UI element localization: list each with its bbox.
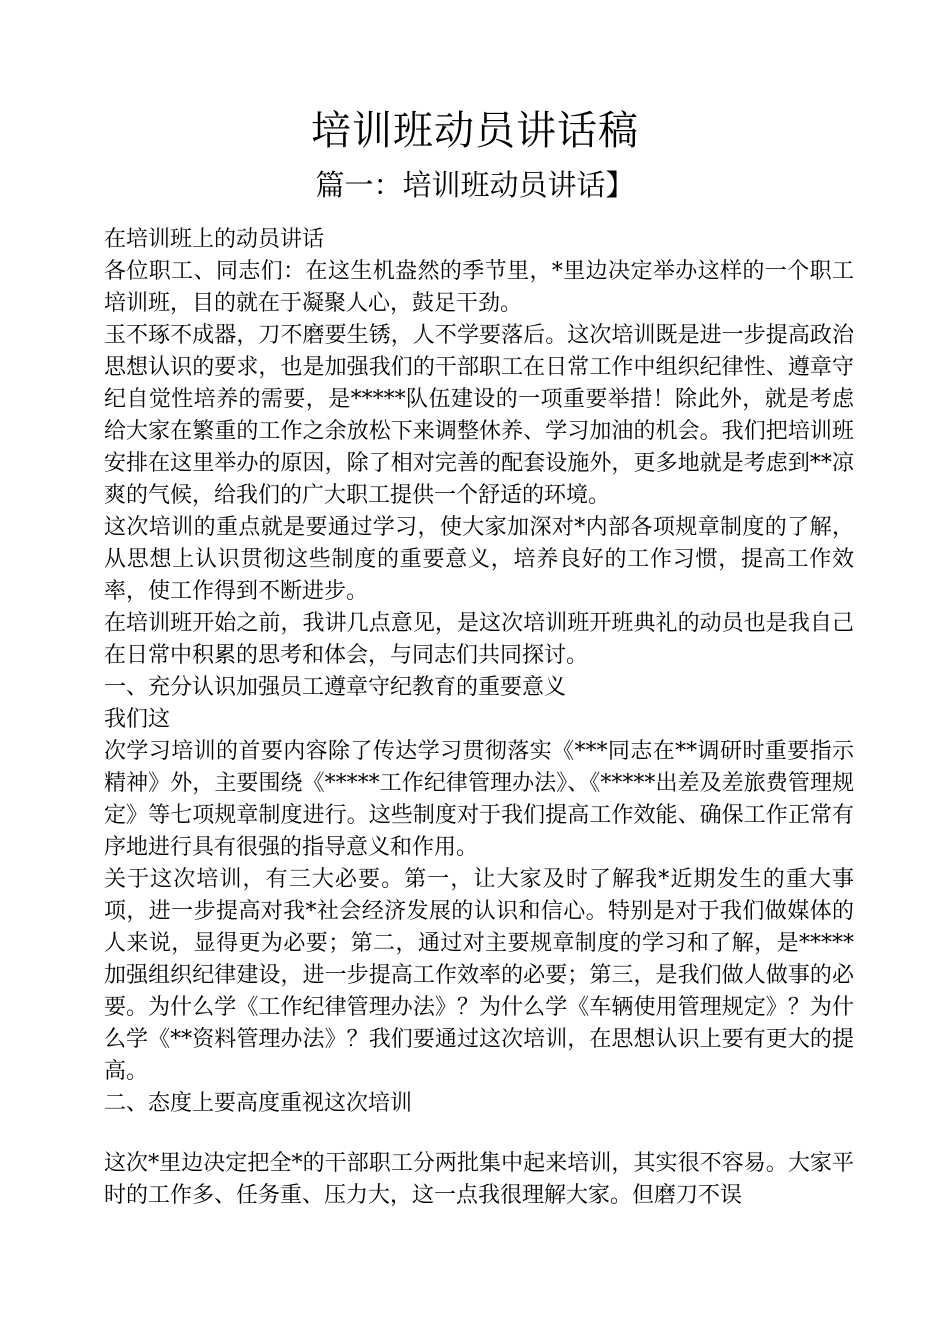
paragraph: 关于这次培训，有三大必要。第一，让大家及时了解我*近期发生的重大事项，进一步提高对我*社会经济发展的认识和信心。特别是对于我们做媒体的人来说，显得更为必要；第二，通过对主要规章制度的学习和了解，是*****加强组织纪律建设，进一步提高工作效率的必要；第三，是我们做人做事的必要。为什么学《工作纪律管理办法》？为什么学《车辆使用管理规定》？为什么学《**资料管理办法》？我们要通过这次培训，在思想认识上要有更大的提高。 xyxy=(104,867,854,1084)
paragraph-heading: 在培训班上的动员讲话 xyxy=(104,227,325,252)
section-heading-1: 一、充分认识加强员工遵章守纪教育的重要意义 xyxy=(104,675,567,700)
document-title: 培训班动员讲话稿 xyxy=(311,108,639,154)
document-subtitle: 篇一：培训班动员讲话】 xyxy=(315,168,635,202)
paragraph: 玉不琢不成器，刀不磨要生锈，人不学要落后。这次培训既是进一步提高政治思想认识的要求，也是加强我们的干部职工在日常工作中组织纪律性、遵章守纪自觉性培养的需要，是*****队伍建设的一项重要举措！除此外，就是考虑给大家在繁重的工作之余放松下来调整休养、学习加油的机会。我们把培训班安排在这里举办的原因，除了相对完善的配套设施外，更多地就是考虑到**凉爽的气候，给我们的广大职工提供一个舒适的环境。 xyxy=(104,323,854,508)
paragraph: 在培训班开始之前，我讲几点意见，是这次培训班开班典礼的动员也是我自己在日常中积累的思考和体会，与同志们共同探讨。 xyxy=(104,611,854,668)
section-heading-2: 二、态度上要高度重视这次培训 xyxy=(104,1091,413,1116)
paragraph: 各位职工、同志们：在这生机盎然的季节里，*里边决定举办这样的一个职工培训班，目的就在于凝聚人心，鼓足干劲。 xyxy=(104,259,854,316)
document-body xyxy=(104,224,854,1212)
paragraph: 次学习培训的首要内容除了传达学习贯彻落实《***同志在**调研时重要指示精神》外，主要围绕《*****工作纪律管理办法》、《*****出差及差旅费管理规定》等七项规章制度进行。这些制度对于我们提高工作效能、确保工作正常有序地进行具有很强的指导意义和作用。 xyxy=(104,739,854,860)
paragraph: 这次*里边决定把全*的干部职工分两批集中起来培训，其实很不容易。大家平时的工作多、任务重、压力大，这一点我很理解大家。但磨刀不误 xyxy=(104,1151,854,1208)
paragraph: 我们这 xyxy=(104,707,171,732)
paragraph: 这次培训的重点就是要通过学习，使大家加深对*内部各项规章制度的了解，从思想上认识贯彻这些制度的重要意义，培养良好的工作习惯，提高工作效率，使工作得到不断进步。 xyxy=(104,515,854,604)
